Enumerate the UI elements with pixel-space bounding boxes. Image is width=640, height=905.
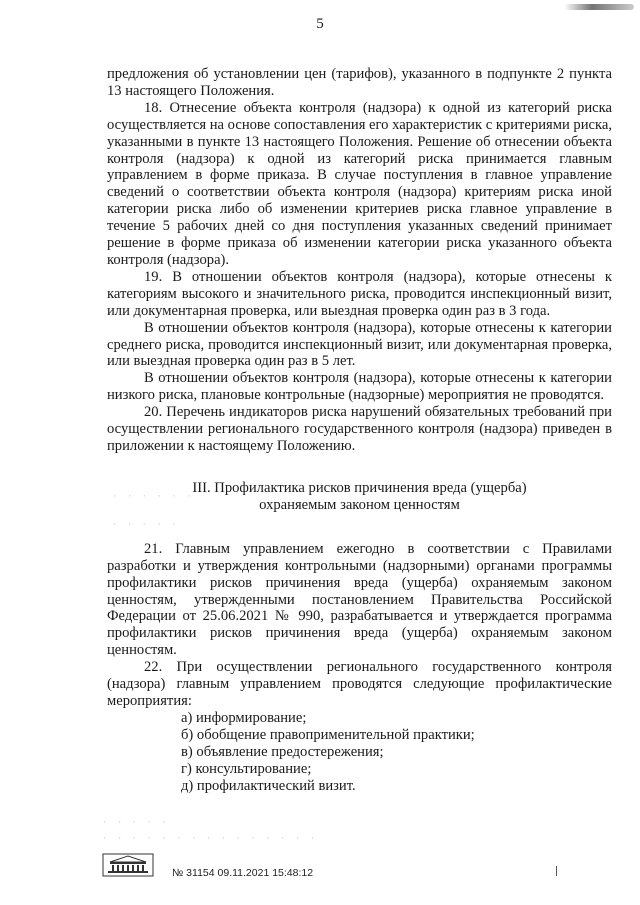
section-heading-line-2: охраняемым законом ценностям [259, 496, 460, 513]
list-item-c: в) объявление предостережения; [181, 743, 384, 760]
document-body [107, 66, 612, 794]
list-item-e: д) профилактический визит. [181, 777, 356, 794]
paragraph-20: 20. Перечень индикаторов риска нарушений обязательных требований при осуществлении регионального государственного контроля (надзора) приведен в приложении к настоящему Положению. [107, 404, 612, 454]
paragraph-22: 22. При осуществлении регионального государственного контроля (надзора) главным управлением проводятся следующие профилактические мероприятия: [107, 659, 612, 709]
paragraph-19b: В отношении объектов контроля (надзора), которые отнесены к категории среднего риска, проводится инспекционный визит, или документарная проверка, или выездная проверка один раз в 5 лет. [107, 319, 612, 370]
margin-tick [556, 866, 557, 876]
faint-scan-mark: · · · · · [102, 818, 169, 828]
paragraph-19a: 19. В отношении объектов контроля (надзора), которые отнесены к категориям высокого и значительного риска, проводится инспекционный визит, или документарная проверка, или выездная проверка один раз в 3 года. [107, 268, 612, 319]
list-item-b: б) обобщение правоприменительной практики; [181, 726, 475, 743]
registration-number: № 31154 09.11.2021 15:48:12 [172, 867, 314, 879]
scan-artifact [564, 4, 634, 10]
faint-scan-mark: · · · · · · [112, 492, 194, 502]
page-number: 5 [316, 16, 324, 32]
paragraph-21: 21. Главным управлением ежегодно в соответствии с Правилами разработки и утверждения контрольными (надзорными) органами программы профилактики рисков причинения вреда (ущерба) охраняемым законом ценностям, утвержденными постановлением Правительства Российской Федерации от 25.06.2021 № 990, разрабатывается и утверждается программа профилактики рисков причинения вреда (ущерба) охраняемым законом ценностям. [107, 540, 612, 659]
paragraph-17-continuation: предложения об установлении цен (тарифов), указанного в подпункте 2 пункта 13 настоящего Положения. [107, 66, 612, 99]
paragraph-19c: В отношении объектов контроля (надзора), которые отнесены к категории низкого риска, плановые контрольные (надзорные) мероприятия не проводятся. [107, 370, 612, 404]
building-emblem-icon [102, 853, 154, 877]
building-emblem-graphic [102, 853, 154, 877]
faint-scan-mark: · · · · · [112, 520, 179, 530]
list-item-d: г) консультирование; [181, 760, 312, 777]
faint-scan-mark: · · · · · · · · · · · · · · · [102, 834, 318, 844]
section-heading-line-1: III. Профилактика рисков причинения вреда (ущерба) [192, 479, 527, 496]
list-item-a: а) информирование; [181, 709, 307, 726]
paragraph-18: 18. Отнесение объекта контроля (надзора) к одной из категорий риска осуществляется на основе сопоставления его характеристик с критериями риска, указанными в пункте 13 настоящего Положения. Решение об отнесении объекта контроля (надзора) к одной из категорий риска принимается главным управлением в форме приказа. В случае поступления в главное управление сведений о соответствии объекта контроля (надзора) критериям риска иной категории риска либо об изменении критериев риска главное управление в течение 5 рабочих дней со дня поступления указанных сведений принимает решение в форме приказа об изменении категории риска указанного объекта контроля (надзора). [107, 99, 612, 268]
